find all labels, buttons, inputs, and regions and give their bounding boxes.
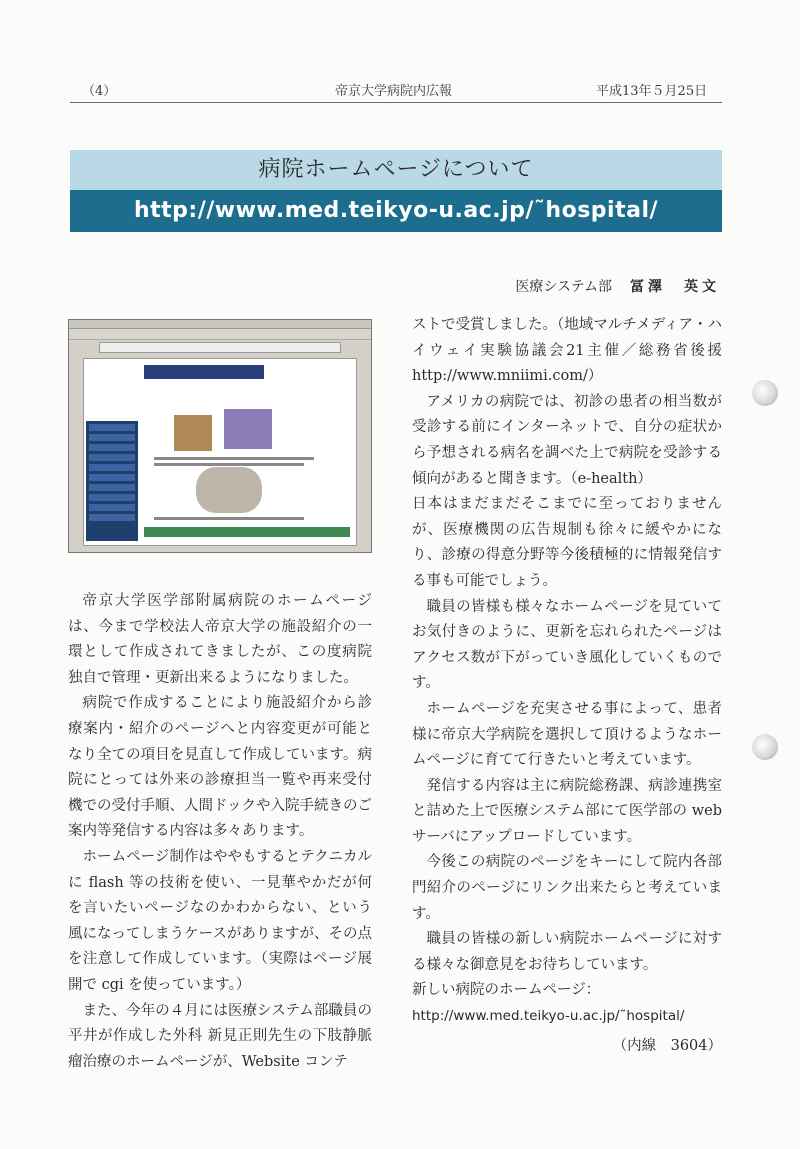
photo-staff: [196, 467, 262, 513]
topics-bar: [144, 527, 350, 537]
paragraph: 発信する内容は主に病院総務課、病診連携室と詰めた上で医療システム部にて医学部の web サーバにアップロードしています。: [412, 777, 722, 845]
author-dept: 医療システム部: [515, 279, 612, 295]
article-url-band: [70, 190, 722, 232]
new-page-url: http://www.med.teikyo-u.ac.jp/˜hospital/: [412, 1008, 685, 1025]
paragraph: 病院で作成することにより施設紹介から診療案内・紹介のページへと内容変更が可能となり全ての項目を見直して作成しています。病院にとっては外来の診療担当一覧や再来受付機での受付手順、人間ドックや入院手続きのご案内等発信する内容は多々あります。: [68, 695, 372, 840]
right-column: [412, 313, 722, 1059]
article-url: http://www.med.teikyo-u.ac.jp/˜hospital/: [133, 198, 659, 223]
paragraph: 日本はまだまだそこまでに至っておりませんが、医療機関の広告規制も徐々に緩やかになり、診療の得意分野等今後積極的に情報発信する事も可能でしょう。: [412, 496, 722, 589]
hospital-logo: [144, 365, 264, 379]
article-title: 病院ホームページについて: [258, 157, 534, 182]
paragraph-continued: ストで受賞しました。（地域マルチメディア・ハイウェイ実験協議会21主催／総務省後援 http://www.mniimi.com/）: [412, 317, 723, 385]
paragraph: 職員の皆様の新しい病院ホームページに対する様々な御意見をお待ちしています。: [412, 931, 722, 973]
author-name: 冨澤 英文: [630, 279, 720, 295]
publication-name: 帝京大学病院内広報: [335, 84, 453, 99]
site-sidebar-menu: [86, 421, 138, 541]
article-title-band: [70, 150, 722, 190]
website-screenshot-image: [68, 319, 372, 553]
browser-toolbar: [69, 329, 371, 340]
paragraph: また、今年の４月には医療システム部職員の平井が作成した外科 新見正則先生の下肢静脈瘤治療のホームページが、Website コンテ: [68, 1002, 372, 1070]
paragraph: 今後この病院のページをキーにして院内各部門紹介のページにリンク出来たらと考えています。: [412, 854, 722, 922]
new-page-label: 新しい病院のホームページ：: [412, 982, 601, 999]
left-column: [68, 589, 372, 1075]
punch-hole: [752, 734, 778, 760]
page-number: （4）: [82, 84, 117, 99]
paragraph: アメリカの病院では、初診の患者の相当数が受診する前にインターネットで、自分の症状から予想される病名を調べた上で病院を受診する傾向があると聞きます。（e-health）: [412, 393, 722, 487]
paragraph: ホームページを充実させる事によって、患者様に帝京大学病院を選択して頂けるようなホームページに育てて行きたいと考えています。: [412, 700, 722, 769]
photo-flowers: [224, 409, 272, 449]
author-line: [515, 276, 720, 296]
issue-date: 平成13年５月25日: [596, 84, 708, 99]
header-rule: [70, 102, 722, 103]
paragraph: ホームページ制作はややもするとテクニカルに flash 等の技術を使い、一見華やかだが何を言いたいページなのかわからない、という風になってしまうケースがありますが、その点を注意して作成しています。（実際はページ展開で cgi を使っています。）: [68, 848, 372, 993]
extension-number: （内線 3604）: [612, 1037, 722, 1054]
browser-page-area: [83, 358, 357, 546]
paragraph: 職員の皆様も様々なホームページを見ていてお気付きのように、更新を忘れられたページはアクセス数が下がっていき風化していくものです。: [412, 598, 722, 692]
browser-address-bar: [99, 342, 341, 353]
photo-building: [174, 415, 212, 451]
paragraph: 帝京大学医学部附属病院のホームページは、今まで学校法人帝京大学の施設紹介の一環として作成されてきましたが、この度病院独自で管理・更新出来るようになりました。: [68, 593, 372, 686]
punch-hole: [752, 380, 778, 406]
browser-menubar: [69, 320, 371, 329]
